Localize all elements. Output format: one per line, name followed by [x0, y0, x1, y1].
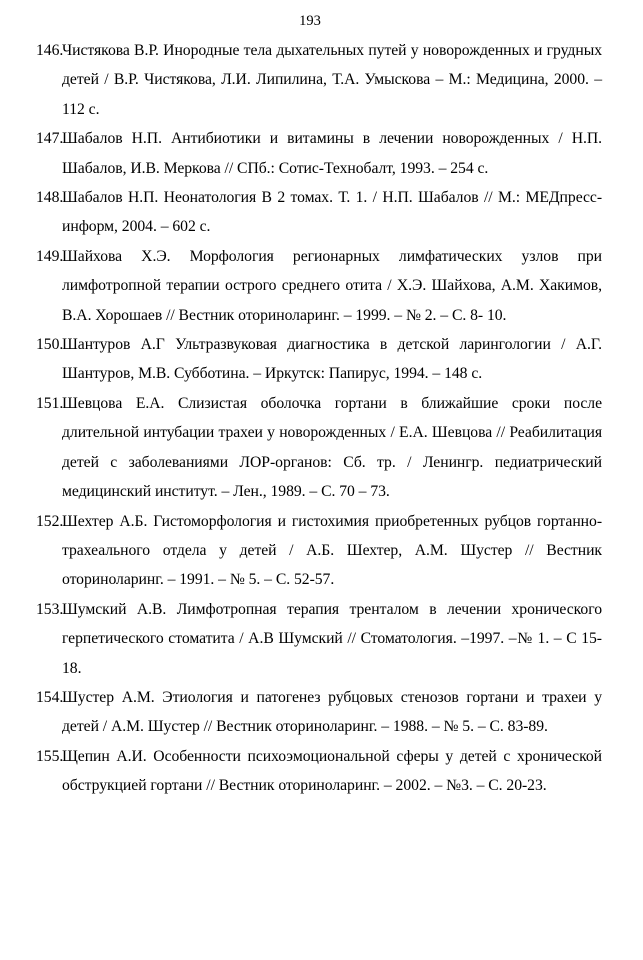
reference-text: Шумский А.В. Лимфотропная терапия тренталом в лечении хронического герпетического стоматита / А.В Шумский // Стоматология. –1997. –№ 1. – С 15-18.: [62, 600, 602, 677]
page-number: 193: [299, 13, 321, 29]
reference-text: Шантуров А.Г Ультразвуковая диагностика в детской ларингологии / А.Г. Шантуров, М.В. Субботина. – Иркутск: Папирус, 1994. – 148 с.: [62, 336, 602, 383]
reference-number: 148.: [36, 189, 64, 207]
reference-text: Щепин А.И. Особенности психоэмоциональной сферы у детей с хронической обструкцией гортани // Вестник оториноларинг. – 2002. – №3. – С. 20-23.: [62, 747, 602, 795]
reference-number: 155.: [36, 747, 64, 765]
reference-number: 154.: [36, 688, 64, 706]
reference-text: Шабалов Н.П. Неонатология В 2 томах. Т. 1. / Н.П. Шабалов // М.: МЕДпресс-информ, 2004. – 602 с.: [62, 189, 602, 236]
reference-number: 147.: [36, 130, 64, 148]
reference-number: 150.: [36, 336, 64, 354]
reference-item: [36, 683, 602, 742]
reference-item: [36, 742, 602, 801]
reference-number: 151.: [36, 394, 64, 412]
reference-text: Чистякова В.Р. Инородные тела дыхательных путей у новорожденных и грудных детей / В.Р. Чистякова, Л.И. Липилина, Т.А. Умыскова – М.: Медицина, 2000. – 112 с.: [62, 42, 602, 118]
reference-text: Шевцова Е.А. Слизистая оболочка гортани в ближайшие сроки после длительной интубации трахеи у новорожденных / Е.А. Шевцова // Реабилитация детей с заболеваниями ЛОР-органов: Сб. тр. / Ленингр. педиатрический медицинский институт. – Лен., 1989. – С. 70 – 73.: [62, 394, 602, 501]
reference-number: 149.: [36, 247, 64, 265]
reference-item: [36, 183, 602, 242]
reference-item: [36, 36, 602, 124]
reference-item: [36, 124, 602, 183]
reference-text: Шабалов Н.П. Антибиотики и витамины в лечении новорожденных / Н.П. Шабалов, И.В. Меркова // СПб.: Сотис-Технобалт, 1993. – 254 с.: [62, 130, 602, 177]
reference-text: Шустер А.М. Этиология и патогенез рубцовых стенозов гортани и трахеи у детей / А.М. Шустер // Вестник оториноларинг. – 1988. – № 5. – С. 83-89.: [62, 688, 602, 736]
reference-text: Шехтер А.Б. Гистоморфология и гистохимия приобретенных рубцов гортанно-трахеального отдела у детей / А.Б. Шехтер, А.М. Шустер // Вестник оториноларинг. – 1991. – № 5. – С. 52-57.: [62, 512, 602, 589]
reference-item: [36, 389, 602, 507]
reference-number: 152.: [36, 512, 64, 530]
reference-text: Шайхова Х.Э. Морфология регионарных лимфатических узлов при лимфотропной терапии острого среднего отита / Х.Э. Шайхова, А.М. Хакимов, В.А. Хорошаев // Вестник оториноларинг. – 1999. – № 2. – С. 8- 10.: [62, 247, 602, 324]
reference-number: 146.: [36, 42, 64, 59]
reference-item: [36, 330, 602, 389]
reference-item: [36, 595, 602, 683]
reference-item: [36, 507, 602, 595]
reference-item: [36, 242, 602, 330]
reference-list: [36, 36, 602, 801]
reference-number: 153.: [36, 600, 64, 618]
